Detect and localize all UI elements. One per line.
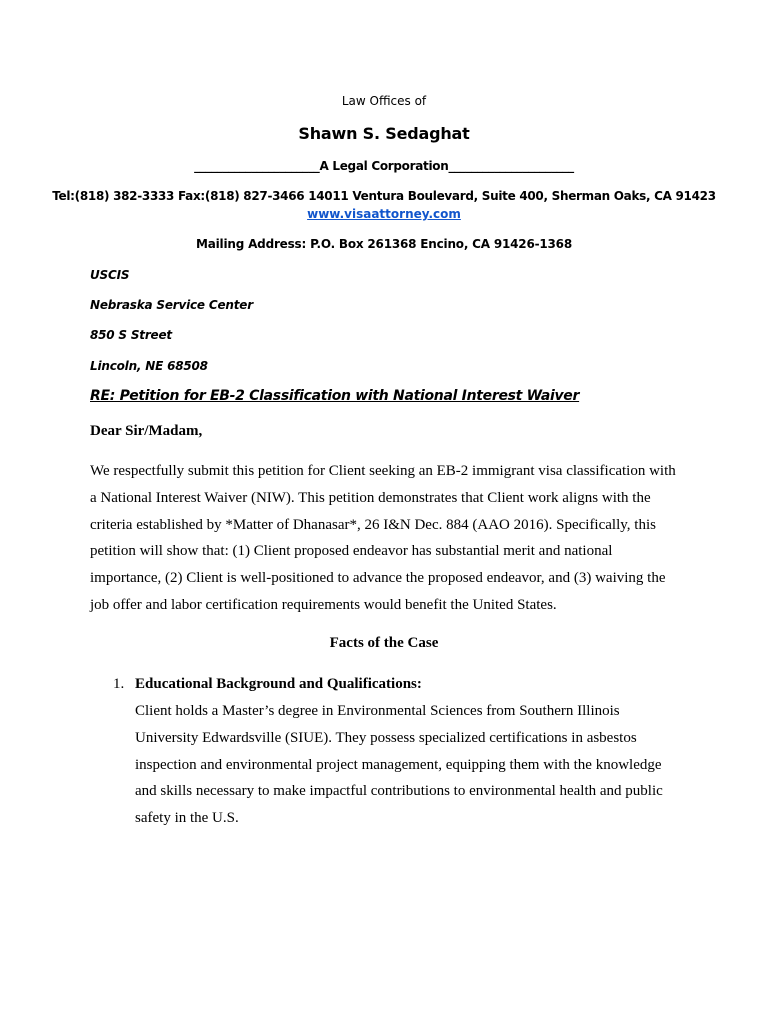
website-line [0, 207, 768, 221]
firm-prefix: Law Offices of [341, 94, 427, 108]
corporation-line: ______________________A Legal Corporation______________________ [194, 159, 574, 173]
recipient-line-4: Lincoln, NE 68508 [90, 359, 208, 373]
list-item-text: Client holds a Master’s degree in Environmental Sciences from Southern Illinois University Edwardsville (SIUE). They possess specialized certifications in asbestos inspection and environmental project management, equipping them with the knowledge and skills necessary to make impactful contributions to environmental health and public safety in the U.S. [135, 703, 663, 827]
list-item-heading: Educational Background and Qualifications: [135, 676, 422, 692]
list-item-number: 1. [113, 676, 125, 692]
salutation: Dear Sir/Madam, [90, 423, 203, 439]
mailing-address: Mailing Address: P.O. Box 261368 Encino, CA 91426-1368 [196, 237, 572, 251]
section-title: Facts of the Case [329, 635, 439, 651]
recipient-line-1: USCIS [90, 268, 130, 282]
recipient-line-2: Nebraska Service Center [90, 298, 253, 312]
subject-line: RE: Petition for EB-2 Classification with National Interest Waiver [90, 388, 580, 404]
recipient-line-3: 850 S Street [90, 328, 172, 342]
intro-paragraph: We respectfully submit this petition for Client seeking an EB-2 immigrant visa classification with a National Interest Waiver (NIW). This petition demonstrates that Client work aligns with the criteria established by *Matter of Dhanasar*, 26 I&N Dec. 884 (AAO 2016). Specifically, this petition will show that: (1) Client proposed endeavor has substantial merit and national importance, (2) Client is well-positioned to advance the proposed endeavor, and (3) waiving the job offer and labor certification requirements would benefit the United States. [90, 463, 676, 613]
website-link[interactable]: www.visaattorney.com [307, 207, 461, 221]
contact-line: Tel:(818) 382-3333 Fax:(818) 827-3466 14011 Ventura Boulevard, Suite 400, Sherman Oaks, CA 91423 [52, 189, 716, 203]
firm-name: Shawn S. Sedaghat [298, 124, 470, 143]
